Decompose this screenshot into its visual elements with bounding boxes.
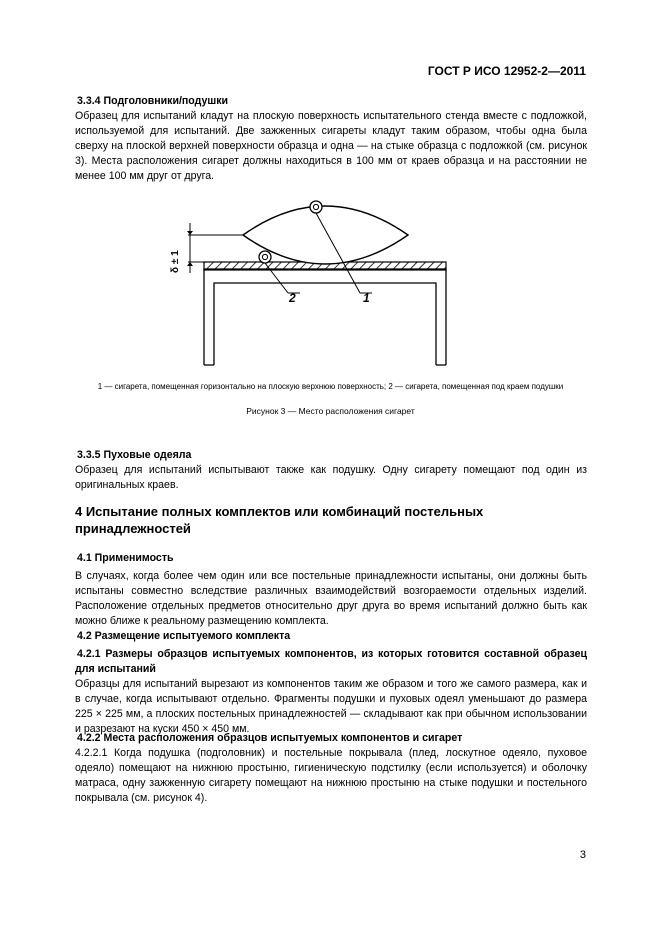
section-4-1 bbox=[75, 551, 587, 629]
chapter-4-title: 4 Испытание полных комплектов или комбинаций постельных принадлежностей bbox=[75, 504, 484, 536]
section-title: 4.2 Размещение испытуемого комплекта bbox=[77, 630, 291, 642]
section-title: 4.2.2 Места расположения образцов испытуемых компонентов и сигарет bbox=[77, 732, 463, 744]
section-3-3-5 bbox=[75, 448, 587, 493]
section-body: Образцы для испытаний вырезают из компонентов таким же образом и того же самого размера, как и в случае, когда испытывают отдельно. Фрагменты подушки и пуховых одеял уменьшают до размера 225 × 225 мм, а плоских постельных принадлежностей — складывают как при обычном использовании и разрезают на куски 450 × 450 мм. bbox=[75, 678, 587, 735]
section-4-2-1 bbox=[75, 647, 587, 737]
section-body: В случаях, когда более чем один или все постельные принадлежности испытаны, они должны быть испытаны совместно вследствие различных взаимодействий возгораемости отдельных изделий. Расположение отдельных предметов относительно друг друга во время испытаний должно быть как можно ближе к реальному размещению комплекта. bbox=[75, 570, 587, 627]
figure-legend: 1 — сигарета, помещенная горизонтально на плоскую верхнюю поверхность; 2 — сигарета, помещенная под краем подушки bbox=[97, 382, 564, 391]
section-4-2 bbox=[75, 629, 587, 644]
label-1: 1 bbox=[363, 291, 370, 305]
cigarette-edge bbox=[259, 251, 271, 263]
document-header: ГОСТ Р ИСО 12952-2—2011 bbox=[427, 64, 586, 78]
section-title: 3.3.5 Пуховые одеяла bbox=[77, 449, 192, 461]
label-2: 2 bbox=[289, 291, 296, 305]
section-title: 3.3.4 Подголовники/подушки bbox=[77, 95, 229, 107]
cigarette-top bbox=[310, 201, 322, 213]
page-number: 3 bbox=[579, 849, 586, 861]
section-body: Образец для испытаний испытывают также как подушку. Одну сигарету помещают под один из оригинальных краев. bbox=[75, 464, 587, 491]
section-3-3-4 bbox=[75, 94, 587, 184]
test-stand-inner bbox=[214, 283, 436, 365]
figure-caption: Рисунок 3 — Место расположения сигарет bbox=[246, 406, 415, 416]
section-title: 4.2.1 Размеры образцов испытуемых компонентов, из которых готовится составной образец для испытаний bbox=[75, 648, 587, 675]
section-title: 4.1 Применимость bbox=[77, 552, 174, 564]
figure-3-diagram bbox=[0, 195, 661, 375]
dimension-label: δ ± 1 bbox=[170, 250, 181, 273]
section-body: 4.2.2.1 Когда подушка (подголовник) и постельные покрывала (плед, лоскутное одеяло, пуховое одеяло) помещают на нижнюю простыню, гигиеническую подстилку (если используется) и оболочку матраса, одну зажженную сигарету помещают на нижнюю простыню на стыке подушки и постельного покрывала (см. рисунок 4). bbox=[75, 747, 587, 804]
section-body: Образец для испытаний кладут на плоскую поверхность испытательного стенда вместе с подложкой, используемой для испытаний. Две зажженных сигареты кладут таким образом, чтобы одна была сверху на плоской верхней поверхности образца и одна — на стыке образца с подложкой (см. рисунок 3). Места расположения сигарет должны находиться в 100 мм от краев образца и на расстоянии не менее 100 мм друг от друга. bbox=[75, 110, 587, 182]
section-4-2-2 bbox=[75, 731, 587, 806]
